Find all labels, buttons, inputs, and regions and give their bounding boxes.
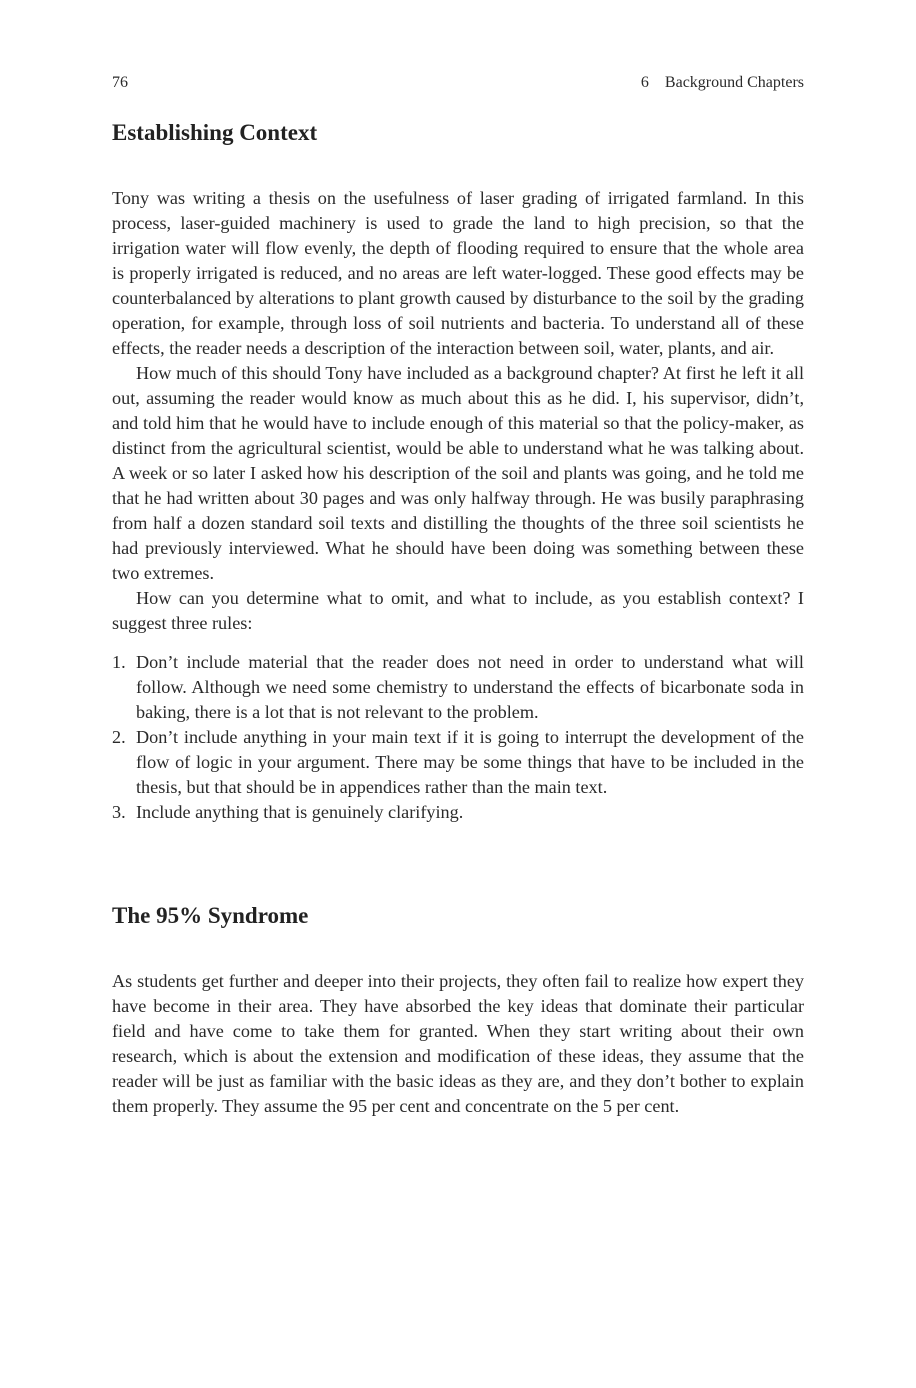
paragraph: As students get further and deeper into their projects, they often fail to realize how expert they have become in their area. They have absorbed the key ideas that dominate their particular field and have come to take them for granted. When they start writing about their own research, which is about the extension and modification of these ideas, they assume that the reader will be just as familiar with the basic ideas as they are, and they don’t bother to explain them properly. They assume the 95 per cent and concentrate on the 5 per cent.: [112, 971, 804, 1116]
book-page: [112, 72, 804, 1119]
paragraph: Tony was writing a thesis on the usefulness of laser grading of irrigated farmland. In this process, laser-guided machinery is used to grade the land to high precision, so that the irrigation water will flow evenly, the depth of flooding required to ensure that the whole area is properly irrigated is reduced, and no areas are left water-logged. These good effects may be counterbalanced by alterations to plant growth caused by disturbance to the soil by the grading operation, for example, through loss of soil nutrients and bacteria. To understand all of these effects, the reader needs a description of the interaction between soil, water, plants, and air.: [112, 188, 804, 358]
list-item-text: Don’t include material that the reader does not need in order to understand what will follow. Although we need some chemistry to understand the effects of bicarbonate soda in baking, there is a lot that is not relevant to the problem.: [136, 652, 804, 722]
chapter-number: 6: [640, 74, 649, 91]
list-item-text: Include anything that is genuinely clarifying.: [136, 802, 464, 822]
paragraph: How can you determine what to omit, and what to include, as you establish context? I suggest three rules:: [112, 588, 804, 633]
chapter-header: [641, 72, 804, 94]
rules-list: [112, 650, 804, 825]
list-item: [112, 800, 804, 825]
list-item: [112, 650, 804, 725]
paragraph: How much of this should Tony have included as a background chapter? At first he left it all out, assuming the reader would know as much about this as he did. I, his supervisor, didn’t, and told him that he would have to include enough of this material so that the policy-maker, as distinct from the agricultural scientist, would be able to understand what he was talking about. A week or so later I asked how his description of the soil and plants was going, and he told me that he had written about 30 pages and was only halfway through. He was busily paraphrasing from half a dozen standard soil texts and distilling the thoughts of the three soil scientists he had previously interviewed. What he should have been doing was something between these two extremes.: [112, 363, 804, 583]
section-heading-95-syndrome: The 95% Syndrome: [112, 903, 309, 928]
section-heading-establishing-context: Establishing Context: [112, 120, 318, 145]
running-head: [112, 72, 804, 94]
chapter-title: Background Chapters: [664, 74, 804, 91]
list-item: [112, 725, 804, 800]
page-number: 76: [112, 74, 128, 91]
list-item-number: 1.: [112, 652, 126, 672]
list-item-number: 3.: [112, 802, 126, 822]
list-item-number: 2.: [112, 727, 126, 747]
list-item-text: Don’t include anything in your main text if it is going to interrupt the development of the flow of logic in your argument. There may be some things that have to be included in the thesis, but that should be in appendices rather than the main text.: [136, 727, 804, 797]
